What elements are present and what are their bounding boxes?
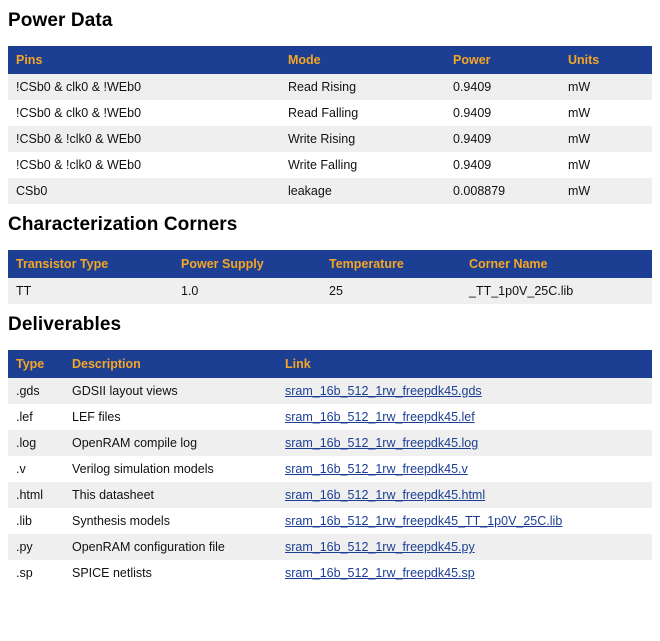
cell-temperature: 25 — [321, 278, 461, 304]
column-header-mode: Mode — [280, 46, 445, 74]
cell-type: .sp — [8, 560, 64, 586]
column-header-pins: Pins — [8, 46, 280, 74]
column-header-transistor-type: Transistor Type — [8, 250, 173, 278]
characterization-corners-table — [8, 250, 652, 304]
table-row — [8, 560, 652, 586]
cell-power: 0.9409 — [445, 74, 560, 100]
cell-link — [277, 560, 652, 586]
column-header-units: Units — [560, 46, 652, 74]
deliverable-link[interactable]: sram_16b_512_1rw_freepdk45.html — [285, 488, 486, 502]
table-row — [8, 482, 652, 508]
column-header-power-supply: Power Supply — [173, 250, 321, 278]
column-header-description: Description — [64, 350, 277, 378]
cell-transistor-type: TT — [8, 278, 173, 304]
deliverable-link[interactable]: sram_16b_512_1rw_freepdk45.lef — [285, 410, 475, 424]
cell-pins: !CSb0 & clk0 & !WEb0 — [8, 74, 280, 100]
cell-power: 0.008879 — [445, 178, 560, 204]
cell-power: 0.9409 — [445, 100, 560, 126]
cell-corner-name: _TT_1p0V_25C.lib — [461, 278, 652, 304]
table-row — [8, 430, 652, 456]
page-title-power-data: Power Data — [8, 10, 113, 31]
table-row — [8, 278, 652, 304]
cell-pins: !CSb0 & clk0 & !WEb0 — [8, 100, 280, 126]
cell-type: .v — [8, 456, 64, 482]
cell-link — [277, 404, 652, 430]
cell-link — [277, 508, 652, 534]
table-header-row — [8, 350, 652, 378]
cell-description: OpenRAM compile log — [64, 430, 277, 456]
cell-link — [277, 482, 652, 508]
cell-power-supply: 1.0 — [173, 278, 321, 304]
deliverable-link[interactable]: sram_16b_512_1rw_freepdk45.log — [285, 436, 479, 450]
cell-pins: !CSb0 & !clk0 & WEb0 — [8, 126, 280, 152]
cell-description: This datasheet — [64, 482, 277, 508]
cell-pins: CSb0 — [8, 178, 280, 204]
cell-mode: Write Rising — [280, 126, 445, 152]
table-row — [8, 178, 652, 204]
cell-link — [277, 534, 652, 560]
column-header-corner-name: Corner Name — [461, 250, 652, 278]
cell-type: .html — [8, 482, 64, 508]
cell-type: .lib — [8, 508, 64, 534]
cell-link — [277, 456, 652, 482]
column-header-temperature: Temperature — [321, 250, 461, 278]
table-row — [8, 100, 652, 126]
cell-link — [277, 378, 652, 404]
cell-description: SPICE netlists — [64, 560, 277, 586]
deliverable-link[interactable]: sram_16b_512_1rw_freepdk45_TT_1p0V_25C.lib — [285, 514, 563, 528]
cell-mode: leakage — [280, 178, 445, 204]
cell-power: 0.9409 — [445, 152, 560, 178]
cell-power: 0.9409 — [445, 126, 560, 152]
page-title-characterization-corners: Characterization Corners — [8, 214, 238, 235]
cell-units: mW — [560, 178, 652, 204]
table-row — [8, 126, 652, 152]
cell-description: GDSII layout views — [64, 378, 277, 404]
cell-pins: !CSb0 & !clk0 & WEb0 — [8, 152, 280, 178]
cell-description: Synthesis models — [64, 508, 277, 534]
deliverables-table — [8, 350, 652, 586]
deliverable-link[interactable]: sram_16b_512_1rw_freepdk45.gds — [285, 384, 482, 398]
cell-type: .lef — [8, 404, 64, 430]
cell-description: OpenRAM configuration file — [64, 534, 277, 560]
cell-mode: Read Rising — [280, 74, 445, 100]
cell-type: .gds — [8, 378, 64, 404]
cell-description: Verilog simulation models — [64, 456, 277, 482]
table-header-row — [8, 46, 652, 74]
table-row — [8, 404, 652, 430]
cell-link — [277, 430, 652, 456]
datasheet-page — [0, 10, 660, 586]
cell-mode: Write Falling — [280, 152, 445, 178]
cell-units: mW — [560, 152, 652, 178]
table-row — [8, 378, 652, 404]
deliverable-link[interactable]: sram_16b_512_1rw_freepdk45.v — [285, 462, 468, 476]
table-row — [8, 152, 652, 178]
column-header-power: Power — [445, 46, 560, 74]
cell-description: LEF files — [64, 404, 277, 430]
table-row — [8, 508, 652, 534]
deliverable-link[interactable]: sram_16b_512_1rw_freepdk45.sp — [285, 566, 475, 580]
deliverable-link[interactable]: sram_16b_512_1rw_freepdk45.py — [285, 540, 475, 554]
page-title-deliverables: Deliverables — [8, 314, 122, 335]
table-header-row — [8, 250, 652, 278]
cell-type: .log — [8, 430, 64, 456]
table-row — [8, 534, 652, 560]
cell-units: mW — [560, 100, 652, 126]
cell-type: .py — [8, 534, 64, 560]
table-row — [8, 74, 652, 100]
power-data-table — [8, 46, 652, 204]
column-header-link: Link — [277, 350, 652, 378]
cell-units: mW — [560, 74, 652, 100]
cell-mode: Read Falling — [280, 100, 445, 126]
column-header-type: Type — [8, 350, 64, 378]
cell-units: mW — [560, 126, 652, 152]
table-row — [8, 456, 652, 482]
